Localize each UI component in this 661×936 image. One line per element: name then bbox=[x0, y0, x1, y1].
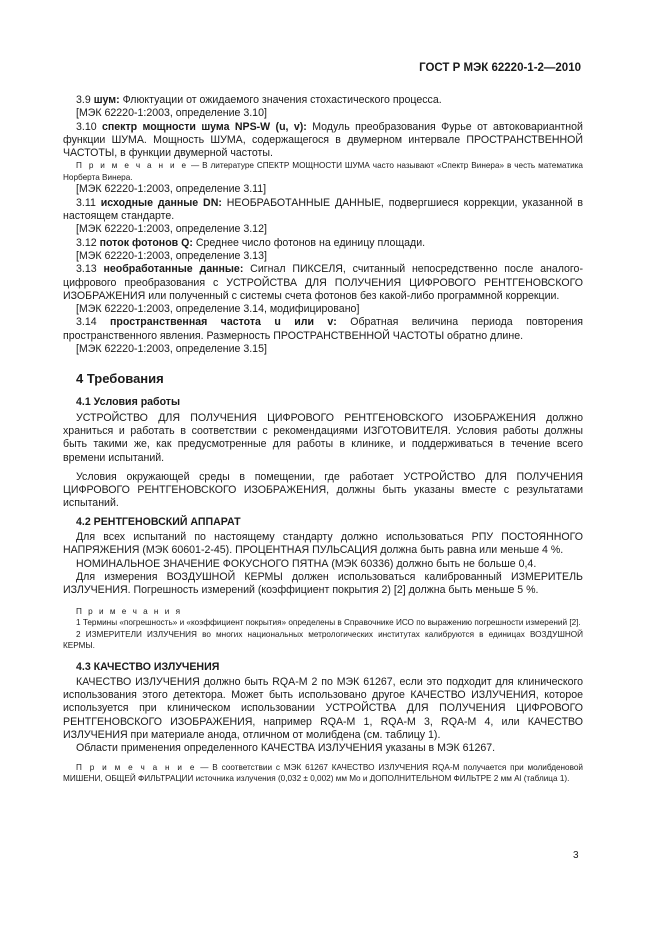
definition-term: пространственная частота u или v: bbox=[110, 316, 337, 329]
definition-term: шум: bbox=[93, 94, 120, 106]
note bbox=[63, 762, 583, 785]
definition-term: необработанные данные: bbox=[103, 263, 244, 276]
definition-text: Сигнал ПИКСЕЛЯ, считанный непосредственно после аналого-цифрового преобразования с УСТРОЙСТВА ДЛЯ ПОЛУЧЕНИЯ ЦИФРОВОГО РЕНТГЕНОВСКОГО ИЗОБРАЖЕНИЯ или полученный с системы счета фотонов без какой-либо программной коррекции. bbox=[63, 263, 583, 302]
page-header: ГОСТ Р МЭК 62220-1-2—2010 bbox=[419, 62, 581, 74]
definition-3-12 bbox=[63, 237, 583, 250]
definition-text: Среднее число фотонов на единицу площади. bbox=[195, 236, 426, 249]
subsection-heading-4-2: 4.2 РЕНТГЕНОВСКИЙ АППАРАТ bbox=[76, 515, 241, 528]
paragraph: НОМИНАЛЬНОЕ ЗНАЧЕНИЕ ФОКУСНОГО ПЯТНА (МЭК 60336) должно быть не больше 0,4. bbox=[76, 557, 537, 570]
definition-number: 3.13 bbox=[76, 263, 97, 276]
note-text: — В литературе СПЕКТР МОЩНОСТИ ШУМА часто называют «Спектр Винера» в честь математика Норберта Винера. bbox=[63, 161, 583, 182]
subsection-heading-4-1: 4.1 Условия работы bbox=[76, 396, 181, 409]
definition-number: 3.10 bbox=[76, 120, 97, 133]
definition-term: поток фотонов Q: bbox=[99, 236, 193, 249]
paragraph: Для измерения ВОЗДУШНОЙ КЕРМЫ должен использоваться калиброванный ИЗМЕРИТЕЛЬ ИЗЛУЧЕНИЯ. Погрешность измерений (коэффициент покрытия 2) [2] должна быть меньше 5 %. bbox=[63, 570, 583, 597]
note bbox=[63, 160, 583, 183]
note-1: 1 Термины «погрешность» и «коэффициент покрытия» определены в Справочнике ИСО по выражению погрешности измерений [2]. bbox=[76, 618, 581, 627]
definition-number: 3.14 bbox=[76, 316, 97, 329]
definition-3-11 bbox=[63, 197, 583, 224]
source-reference: [МЭК 62220-1:2003, определение 3.12] bbox=[76, 223, 267, 236]
document-body bbox=[63, 94, 583, 785]
definition-3-10 bbox=[63, 121, 583, 161]
definition-term: спектр мощности шума NPS-W (u, v): bbox=[102, 120, 307, 133]
page-number: 3 bbox=[573, 850, 579, 861]
source-reference: [МЭК 62220-1:2003, определение 3.11] bbox=[76, 183, 267, 196]
source-reference: [МЭК 62220-1:2003, определение 3.15] bbox=[76, 343, 267, 356]
source-reference: [МЭК 62220-1:2003, определение 3.14, модифицировано] bbox=[76, 303, 360, 316]
definition-text: Флюктуации от ожидаемого значения стохастического процесса. bbox=[122, 94, 442, 106]
paragraph: УСТРОЙСТВО ДЛЯ ПОЛУЧЕНИЯ ЦИФРОВОГО РЕНТГЕНОВСКОГО ИЗОБРАЖЕНИЯ должно храниться и работать в соответствии с рекомендациями ИЗГОТОВИТЕЛЯ. Условия работы должны быть такими же, как предусмотренные для работы в клинике, и поддерживаться в течение всего времени испытаний. bbox=[63, 411, 583, 464]
definition-number: 3.11 bbox=[76, 196, 96, 209]
note-label: П р и м е ч а н и е bbox=[76, 161, 189, 171]
definition-number: 3.9 bbox=[76, 94, 91, 106]
notes-block bbox=[63, 606, 583, 652]
section-heading-4: 4 Требования bbox=[76, 371, 164, 387]
definition-3-13 bbox=[63, 263, 583, 303]
definition-number: 3.12 bbox=[76, 236, 97, 249]
paragraph: Области применения определенного КАЧЕСТВА ИЗЛУЧЕНИЯ указаны в МЭК 61267. bbox=[76, 742, 496, 755]
definition-3-9 bbox=[63, 94, 583, 107]
definition-3-14 bbox=[63, 316, 583, 343]
note-label bbox=[63, 606, 583, 618]
definition-text: Модуль преобразования Фурье от автоковариантной функции ШУМА. Мощность ШУМА, содержащегося в двумерном интервале ПРОСТРАНСТВЕННОЙ ЧАСТОТЫ, в функции двумерной частоты. bbox=[63, 120, 583, 160]
paragraph: Условия окружающей среды в помещении, где работает УСТРОЙСТВО ДЛЯ ПОЛУЧЕНИЯ ЦИФРОВОГО РЕНТГЕНОВСКОГО ИЗОБРАЖЕНИЯ, должны быть указаны вместе с результатами испытаний. bbox=[63, 470, 583, 510]
subsection-heading-4-3: 4.3 КАЧЕСТВО ИЗЛУЧЕНИЯ bbox=[76, 660, 220, 673]
source-reference: [МЭК 62220-1:2003, определение 3.10] bbox=[76, 107, 267, 120]
note-text: — В соответствии с МЭК 61267 КАЧЕСТВО ИЗЛУЧЕНИЯ RQA-M получается при молибденовой МИШЕНИ, ОБЩЕЙ ФИЛЬТРАЦИИ источника излучения (0,032 ± 0,002) мм Mo и ДОПОЛНИТЕЛЬНОМ ФИЛЬТРЕ 2 мм Al (таблица 1). bbox=[63, 762, 583, 784]
definition-term: исходные данные DN: bbox=[100, 196, 222, 209]
definition-text: Обратная величина периода повторения пространственного явления. Размерность ПРОСТРАНСТВЕННОЙ ЧАСТОТЫ обратно длине. bbox=[63, 316, 584, 342]
note-label-text: П р и м е ч а н и я bbox=[76, 606, 183, 616]
source-reference: [МЭК 62220-1:2003, определение 3.13] bbox=[76, 249, 267, 262]
definition-text: НЕОБРАБОТАННЫЕ ДАННЫЕ, подвергшиеся коррекции, указанной в настоящем стандарте. bbox=[63, 196, 583, 223]
note-label: П р и м е ч а н и е bbox=[76, 762, 197, 772]
note-2: 2 ИЗМЕРИТЕЛИ ИЗЛУЧЕНИЯ во многих национальных метрологических институтах калибруются в единицах ВОЗДУШНОЙ КЕРМЫ. bbox=[63, 629, 583, 650]
paragraph: КАЧЕСТВО ИЗЛУЧЕНИЯ должно быть RQA-M 2 по МЭК 61267, если это подходит для клинического использования этого детектора. Может быть использовано другое КАЧЕСТВО ИЗЛУЧЕНИЯ, которое используется при клиническом использовании УСТРОЙСТВА ДЛЯ ПОЛУЧЕНИЯ ЦИФРОВОГО РЕНТГЕНОВСКОГО ИЗОБРАЖЕНИЯ, например RQA-M 1, RQA-M 3, RQA-M 4, или КАЧЕСТВО ИЗЛУЧЕНИЯ при материале анода, отличном от молибдена (см. таблицу 1). bbox=[63, 675, 583, 741]
paragraph: Для всех испытаний по настоящему стандарту должно использоваться РПУ ПОСТОЯННОГО НАПРЯЖЕНИЯ (МЭК 60601-2-45). ПРОЦЕНТНАЯ ПУЛЬСАЦИЯ должна быть равна или меньше 4 %. bbox=[63, 531, 583, 557]
